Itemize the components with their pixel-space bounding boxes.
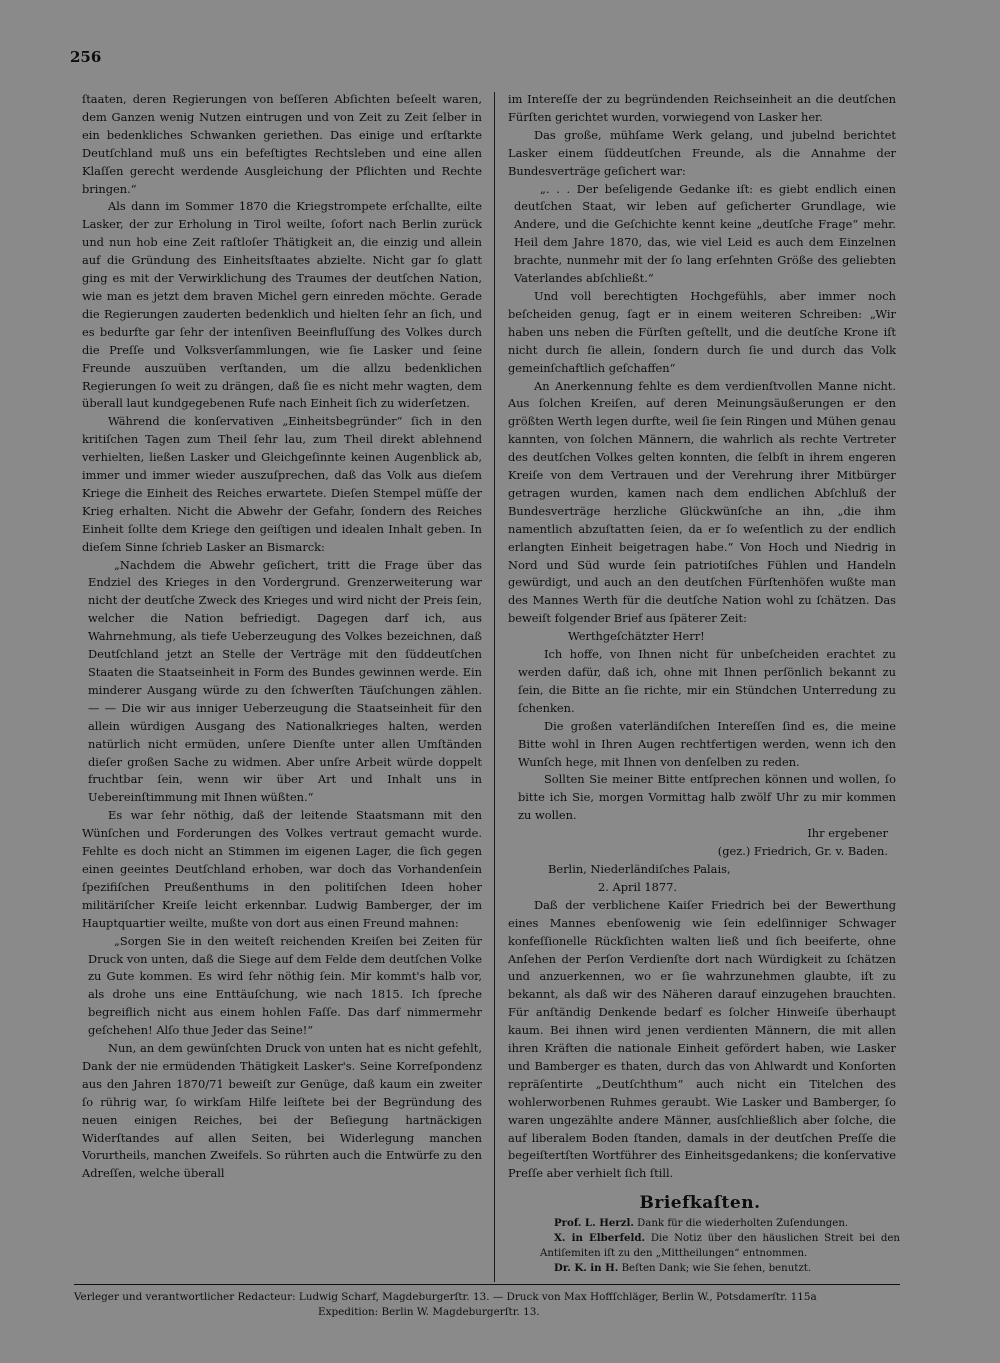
imprint-line: Verleger und verantwortlicher Redacteur: Ludwig Scharf, Magdeburgerſtr. 13. — Druck von Max Hoffſchläger, Berlin W., Potsdamerſtr. 115a: [74, 1291, 817, 1303]
letter-signoff: [508, 825, 896, 861]
letter: [508, 628, 896, 897]
column-divider: [494, 92, 495, 1282]
briefkasten-recipient: X. in Elberfeld.: [554, 1232, 646, 1244]
imprint-divider: [74, 1284, 900, 1285]
briefkasten-recipient: Dr. K. in H.: [554, 1262, 619, 1274]
paragraph: Während die konſervativen „Einheitsbegründer“ ſich in den kritiſchen Tagen zum Theil ſehr lau, zum Theil direkt ablehnend verhielten, ließen Lasker und Gleichgeſinnte keinen Augenblick ab, immer und immer wieder auszuſprechen, daß das Volk aus dieſem Kriege die Einheit des Reiches erwartete. Dieſen Stempel müſſe der Krieg erhalten. Nicht die Abwehr der Gefahr, ſondern des Reiches Einheit ſollte dem Kriege den geiſtigen und idealen Inhalt geben. In dieſem Sinne ſchrieb Lasker an Bismarck:: [82, 414, 482, 554]
quotation: „Sorgen Sie in den weiteſt reichenden Kreiſen bei Zeiten für Druck von unten, daß die Siege auf dem Felde dem deutſchen Volke zu Gute kommen. Es wird ſehr nöthig ſein. Mir kommt's halb vor, als drohe uns eine Enttäuſchung, wie nach 1815. Ich ſpreche begreiflich nicht aus einem hohlen Faſſe. Das darf nimmermehr geſchehen! Alſo thue Jeder das Seine!“: [88, 933, 482, 1038]
imprint: [74, 1290, 904, 1320]
letter-signature: (gez.) Friedrich, Gr. v. Baden.: [717, 844, 888, 859]
briefkasten-entry: [540, 1231, 900, 1261]
paragraph: Nun, an dem gewünſchten Druck von unten hat es nicht gefehlt, Dank der nie ermüdenden Thätigkeit Lasker's. Seine Korreſpondenz aus den Jahren 1870/71 beweiſt zur Genüge, daß kaum ein zweiter ſo rührig war, ſo wirkſam Hilfe leiſtete bei der Begründung des neuen einigen Reiches, bei der Beſiegung hartnäckigen Widerſtandes auf allen Seiten, bei Widerlegung manchen Vorurtheils, manchen Zweifels. So rührten auch die Entwürfe zu den Adreſſen, welche überall: [82, 1041, 482, 1181]
letter-paragraph: Sollten Sie meiner Bitte entſprechen können und wollen, ſo bitte ich Sie, morgen Vormittag halb zwölf Uhr zu mir kommen zu wollen.: [518, 772, 896, 823]
paragraph: Und voll berechtigten Hochgefühls, aber immer noch beſcheiden genug, ſagt er in einem weiteren Schreiben: „Wir haben uns neben die Fürſten geſtellt, und die deutſche Krone iſt nicht durch ſie allein, ſondern durch ſie und durch das Volk gemeinſchaftlich geſchaffen“: [508, 288, 896, 375]
paragraph: Daß der verblichene Kaiſer Friedrich bei der Bewerthung eines Mannes ebenſowenig wie ſein edelſinniger Schwager konfeſſionelle Rückſichten walten ließ und ſich beeiferte, ohne Anſehen der Perſon Verdienſte dort nach Würdigkeit zu ſchätzen und anzuerkennen, wo er ſie wahrzunehmen glaubte, iſt zu bekannt, als daß wir des Näheren darauf einzugehen brauchten. Für anſtändig Denkende bedarf es ſolcher Hinweiſe überhaupt kaum. Bei ihnen wird jenen verdienten Männern, die mit allen ihren Kräften die nationale Einheit gefördert haben, wie Lasker und Bamberger es thaten, durch das von Ahlwardt und Konſorten repräſentirte „Deutſchthum“ auch nicht ein Titelchen des wohlerworbenen Ruhmes geraubt. Wie Lasker und Bamberger, ſo waren ungezählte andere Männer, ausſchließlich aber ſolche, die auf liberalem Boden ſtanden, damals in der deutſchen Preſſe die begeiſtertſten Wortführer des Einheitsgedankens; die konſervative Preſſe aber verhielt ſich ſtill.: [508, 897, 896, 1181]
paragraph: Als dann im Sommer 1870 die Kriegstrompete erſchallte, eilte Lasker, der zur Erholung in Tirol weilte, ſofort nach Berlin zurück und nun hob eine Zeit raſtloſer Thätigkeit an, die einzig und allein auf die Gründung des Einheitsſtaates abzielte. Nicht gar ſo glatt ging es mit der Verwirklichung des Traumes der deutſchen Nation, wie man es jetzt dem braven Michel gern einreden möchte. Gerade die Regierungen zauderten bedenklich und hielten ſehr an ſich, und es bedurfte gar ſehr der intenſiven Beeinfluſſung des Volkes durch die Preſſe und Volksverſammlungen, wie ſie Lasker und ſeine Freunde auszuüben verſtanden, um die allzu bedenklichen Regierungen ſo weit zu drängen, daß ſie es nicht mehr wagten, dem überall laut kundgegebenen Rufe nach Einheit ſich zu widerſetzen.: [82, 199, 482, 411]
briefkasten-entry: [540, 1261, 900, 1276]
briefkasten-title: Briefkaſten.: [639, 1193, 761, 1213]
letter-date: 2. April 1877.: [598, 879, 677, 894]
paragraph: An Anerkennung fehlte es dem verdienſtvollen Manne nicht. Aus ſolchen Kreiſen, auf deren Meinungsäußerungen er den größten Werth legen durfte, weil ſie ſein Ringen und Mühen genau kannten, von ſolchen Männern, die wahrlich als rechte Vertreter des deutſchen Volkes gelten konnten, die ſelbſt in ihrem engeren Kreiſe von dem Vertrauen und der Verehrung ihrer Mitbürger getragen wurden, kamen nach dem endlichen Abſchluß der Bundesverträge herzliche Glückwünſche an ihn, „die ihm namentlich abzuſtatten ſeien, da er ſo weſentlich zu der endlich erlangten Einheit beigetragen habe.“ Von Hoch und Niedrig in Nord und Süd wurde ſein patriotiſches Fühlen und Handeln gewürdigt, und auch an den deutſchen Fürſtenhöfen wußte man des Mannes Werth für die deutſche Nation wohl zu ſchätzen. Das beweiſt folgender Brief aus ſpäterer Zeit:: [508, 378, 896, 626]
letter-paragraph: Die großen vaterländiſchen Intereſſen ſind es, die meine Bitte wohl in Ihren Augen rechtfertigen werden, wenn ich den Wunſch hege, mit Ihnen von denſelben zu reden.: [518, 718, 896, 769]
letter-paragraph: Ich hoffe, von Ihnen nicht für unbeſcheiden erachtet zu werden dafür, daß ich, ohne mit Ihnen perſönlich bekannt zu ſein, die Bitte an ſie richte, mir ein Stündchen Unterredung zu ſchenken.: [518, 647, 896, 715]
briefkasten-section: [540, 1192, 900, 1276]
paragraph: im Intereſſe der zu begründenden Reichseinheit an die deutſchen Fürſten gerichtet wurden, vorwiegend von Lasker her.: [508, 92, 896, 124]
imprint-line: Expedition: Berlin W. Magdeburgerſtr. 13.: [318, 1306, 540, 1318]
quotation: „. . . Der beſeligende Gedanke iſt: es giebt endlich einen deutſchen Staat, wir leben auf geſicherter Grundlage, wie Andere, und die Geſchichte kennt keine „deutſche Frage“ mehr. Heil dem Jahre 1870, das, wie viel Leid es auch dem Einzelnen brachte, nunmehr mit der ſo lang erſehnten Größe des geliebten Vaterlandes abſchließt.“: [514, 181, 896, 286]
left-column: [82, 91, 482, 1283]
paragraph: Das große, mühſame Werk gelang, und jubelnd berichtet Lasker einem ſüddeutſchen Freunde, als die Annahme der Bundesverträge geſichert war:: [508, 127, 896, 178]
briefkasten-recipient: Prof. L. Herzl.: [554, 1217, 634, 1229]
briefkasten-text: Dank für die wiederholten Zuſendungen.: [637, 1218, 849, 1229]
letter-closing: Ihr ergebener: [807, 826, 888, 841]
paragraph: Es war ſehr nöthig, daß der leitende Staatsmann mit den Wünſchen und Forderungen des Volkes vertraut gemacht wurde. Fehlte es doch nicht an Stimmen im eigenen Lager, die ſich gegen einen geeintes Deutſchland erhoben, war doch das Vorhandenſein ſpezifiſchen Preußenthums in den politiſchen Ideen hoher militäriſcher Kreiſe leicht erkennbar. Ludwig Bamberger, der im Hauptquartier weilte, mußte von dort aus einen Freund mahnen:: [82, 808, 482, 930]
right-column: [508, 91, 896, 1189]
briefkasten-text: Die Notiz über den häuslichen Streit bei den Antiſemiten iſt zu den „Mittheilungen“ entnommen.: [540, 1233, 900, 1259]
letter-salutation: Werthgeſchätzter Herr!: [568, 629, 705, 644]
letter-place: Berlin, Niederländiſches Palais,: [548, 861, 731, 876]
briefkasten-text: Beſten Dank; wie Sie ſehen, benutzt.: [621, 1263, 812, 1274]
briefkasten-entry: [540, 1216, 900, 1231]
quotation: „Nachdem die Abwehr geſichert, tritt die Frage über das Endziel des Krieges in den Vordergrund. Grenzerweiterung war nicht der deutſche Zweck des Krieges und wird nicht der Preis ſein, welcher die Nation befriedigt. Dagegen darf ich, aus Wahrnehmung, als tiefe Ueberzeugung des Volkes bezeichnen, daß Deutſchland jetzt an Stelle der Verträge mit den ſüddeutſchen Staaten die Staatseinheit in Form des Bundes gewinnen werde. Ein minderer Ausgang würde zu den ſchwerſten Täuſchungen zählen. — — Die wir aus inniger Ueberzeugung die Staatseinheit für den allein würdigen Ausgang des Nationalkrieges halten, werden natürlich nicht ermüden, unſere Dienſte unter allen Umſtänden dieſer großen Sache zu widmen. Aber unſre Arbeit würde doppelt fruchtbar ſein, wenn wir über Art und Inhalt uns in Uebereinſtimmung mit Ihnen wüßten.“: [88, 557, 482, 805]
paragraph: ſtaaten, deren Regierungen von beſſeren Abſichten beſeelt waren, dem Ganzen wenig Nutzen eintrugen und von Zeit zu Zeit ſelber in ein bedenkliches Schwanken geriethen. Das einige und erſtarkte Deutſchland muß uns ein befeſtigtes Rechtsleben und eine allen Klaſſen gerecht werdende Ausgleichung der Pflichten und Rechte bringen.“: [82, 92, 482, 196]
page-number: 256: [70, 48, 102, 66]
